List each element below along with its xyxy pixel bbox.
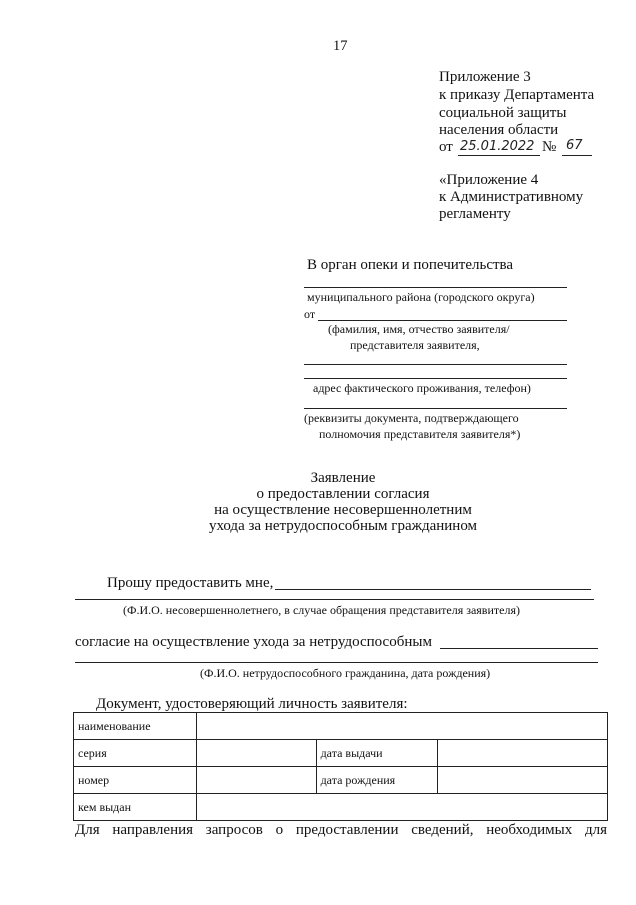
date-underline bbox=[458, 155, 540, 156]
addressee-fio-1: (фамилия, имя, отчество заявителя/ bbox=[328, 322, 510, 336]
consent-text: согласие на осуществление ухода за нетрудоспособным bbox=[75, 634, 432, 650]
addressee-municipal: муниципального района (городского округа) bbox=[307, 290, 535, 304]
field-name[interactable] bbox=[196, 713, 607, 740]
label-series: серия bbox=[74, 740, 197, 767]
document-heading: Документ, удостоверяющий личность заявителя: bbox=[96, 696, 408, 712]
minor-hint: (Ф.И.О. несовершеннолетнего, в случае обращения представителя заявителя) bbox=[123, 603, 520, 617]
label-name: наименование bbox=[74, 713, 197, 740]
addressee-line-1 bbox=[304, 287, 567, 288]
appendix2-line-3: регламенту bbox=[439, 206, 511, 222]
consent-line bbox=[440, 648, 598, 649]
field-series[interactable] bbox=[196, 740, 316, 767]
addressee-to: В орган опеки и попечительства bbox=[307, 257, 514, 273]
addressee-req-1: (реквизиты документа, подтверждающего bbox=[304, 411, 519, 425]
field-birth-date[interactable] bbox=[438, 767, 608, 794]
addressee-address: адрес фактического проживания, телефон) bbox=[313, 381, 531, 395]
appendix-number-sign: № bbox=[542, 139, 557, 155]
addressee-line-4 bbox=[304, 408, 567, 409]
addressee-line-3 bbox=[304, 378, 567, 379]
appendix-number-value: 67 bbox=[566, 138, 583, 153]
addressee-line-2 bbox=[304, 364, 567, 365]
page-number: 17 bbox=[333, 38, 348, 54]
appendix-line-3: социальной защиты bbox=[439, 105, 567, 121]
appendix-line-1: Приложение 3 bbox=[439, 69, 531, 85]
appendix-date-value: 25.01.2022 bbox=[460, 139, 535, 154]
title-line-1: Заявление bbox=[310, 470, 376, 486]
table-row bbox=[74, 713, 608, 740]
field-number[interactable] bbox=[196, 767, 316, 794]
addressee-from: от bbox=[304, 307, 316, 321]
addressee-fio-2: представителя заявителя, bbox=[350, 338, 480, 352]
number-underline bbox=[562, 155, 592, 156]
addressee-req-2: полномочия представителя заявителя*) bbox=[319, 427, 521, 441]
label-birth-date: дата рождения bbox=[316, 767, 438, 794]
label-number: номер bbox=[74, 767, 197, 794]
field-issue-date[interactable] bbox=[438, 740, 608, 767]
appendix2-line-2: к Административному bbox=[439, 189, 584, 205]
identity-document-table bbox=[73, 712, 608, 821]
appendix-line-2: к приказу Департамента bbox=[439, 87, 595, 103]
field-issued-by[interactable] bbox=[196, 794, 607, 821]
request-text: Прошу предоставить мне, bbox=[107, 575, 274, 591]
label-issued-by: кем выдан bbox=[74, 794, 197, 821]
title-line-2: о предоставлении согласия bbox=[256, 486, 430, 502]
request-line bbox=[275, 589, 591, 590]
minor-line bbox=[75, 599, 594, 600]
bottom-paragraph: Для направления запросов о предоставлении сведений, необходимых для bbox=[75, 822, 607, 838]
table-row bbox=[74, 767, 608, 794]
appendix-date-prefix: от bbox=[439, 139, 453, 155]
table-row bbox=[74, 740, 608, 767]
person-hint: (Ф.И.О. нетрудоспособного гражданина, дата рождения) bbox=[200, 666, 491, 680]
title-line-4: ухода за нетрудоспособным гражданином bbox=[208, 518, 478, 534]
table-row bbox=[74, 794, 608, 821]
appendix-line-4: населения области bbox=[439, 122, 559, 138]
appendix2-line-1: «Приложение 4 bbox=[439, 172, 539, 188]
label-issue-date: дата выдачи bbox=[316, 740, 438, 767]
title-line-3: на осуществление несовершеннолетним bbox=[214, 502, 472, 518]
person-line bbox=[75, 662, 598, 663]
addressee-from-line bbox=[318, 320, 567, 321]
